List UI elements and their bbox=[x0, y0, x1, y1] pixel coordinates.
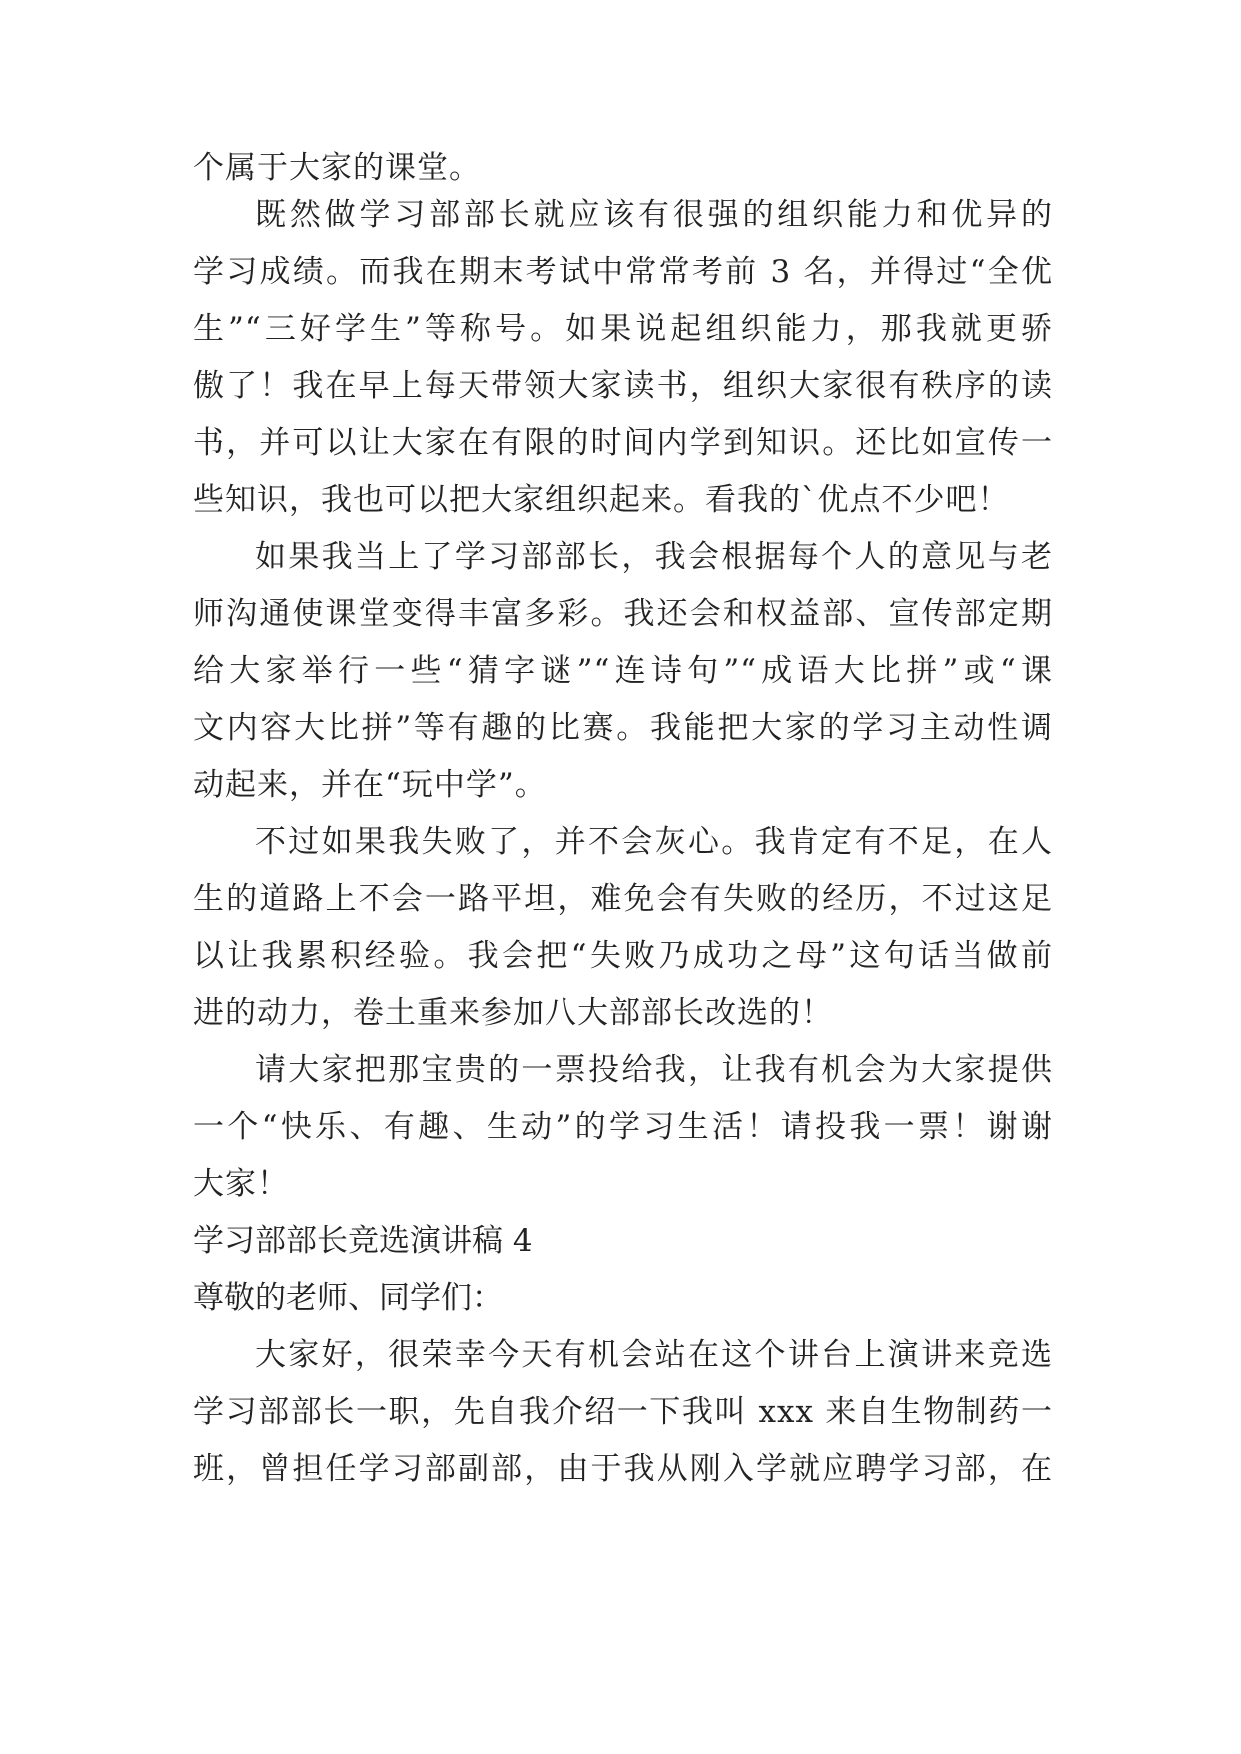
salutation: 尊敬的老师、同学们： bbox=[193, 1280, 503, 1316]
text-line: 不过如果我失败了，并不会灰心。我肯定有不足，在人 bbox=[255, 824, 1053, 860]
text-line: 班，曾担任学习部副部，由于我从刚入学就应聘学习部，在 bbox=[193, 1451, 1053, 1487]
text-line: 给大家举行一些“猜字谜”“连诗句”“成语大比拼”或“课 bbox=[193, 653, 1053, 689]
text-line: 书，并可以让大家在有限的时间内学到知识。还比如宣传一 bbox=[193, 425, 1053, 461]
text-line: 大家好，很荣幸今天有机会站在这个讲台上演讲来竞选 bbox=[255, 1337, 1053, 1373]
text-line: 傲了！我在早上每天带领大家读书，组织大家很有秩序的读 bbox=[193, 368, 1053, 404]
text-line: 进的动力，卷土重来参加八大部部长改选的！ bbox=[193, 995, 833, 1031]
text-line: 既然做学习部部长就应该有很强的组织能力和优异的 bbox=[255, 197, 1053, 233]
text-line: 动起来，并在“玩中学”。 bbox=[193, 767, 547, 803]
text-line: 以让我累积经验。我会把“失败乃成功之母”这句话当做前 bbox=[193, 938, 1053, 974]
text-line: 生的道路上不会一路平坦，难免会有失败的经历，不过这足 bbox=[193, 881, 1053, 917]
text-line: 请大家把那宝贵的一票投给我，让我有机会为大家提供 bbox=[255, 1052, 1053, 1088]
text-line: 些知识，我也可以把大家组织起来。看我的`优点不少吧！ bbox=[193, 482, 1010, 518]
text-line: 学习部部长一职，先自我介绍一下我叫 xxx 来自生物制药一 bbox=[193, 1394, 1053, 1430]
text-line: 大家！ bbox=[193, 1166, 289, 1202]
text-line: 文内容大比拼”等有趣的比赛。我能把大家的学习主动性调 bbox=[193, 710, 1053, 746]
text-line: 如果我当上了学习部部长，我会根据每个人的意见与老 bbox=[255, 539, 1053, 575]
section-title: 学习部部长竞选演讲稿 4 bbox=[193, 1223, 533, 1259]
text-line: 个属于大家的课堂。 bbox=[193, 150, 481, 186]
text-line: 生”“三好学生”等称号。如果说起组织能力，那我就更骄 bbox=[193, 311, 1053, 347]
text-line: 师沟通使课堂变得丰富多彩。我还会和权益部、宣传部定期 bbox=[193, 596, 1053, 632]
text-line: 学习成绩。而我在期末考试中常常考前 3 名，并得过“全优 bbox=[193, 254, 1053, 290]
text-line: 一个“快乐、有趣、生动”的学习生活！请投我一票！谢谢 bbox=[193, 1109, 1053, 1145]
